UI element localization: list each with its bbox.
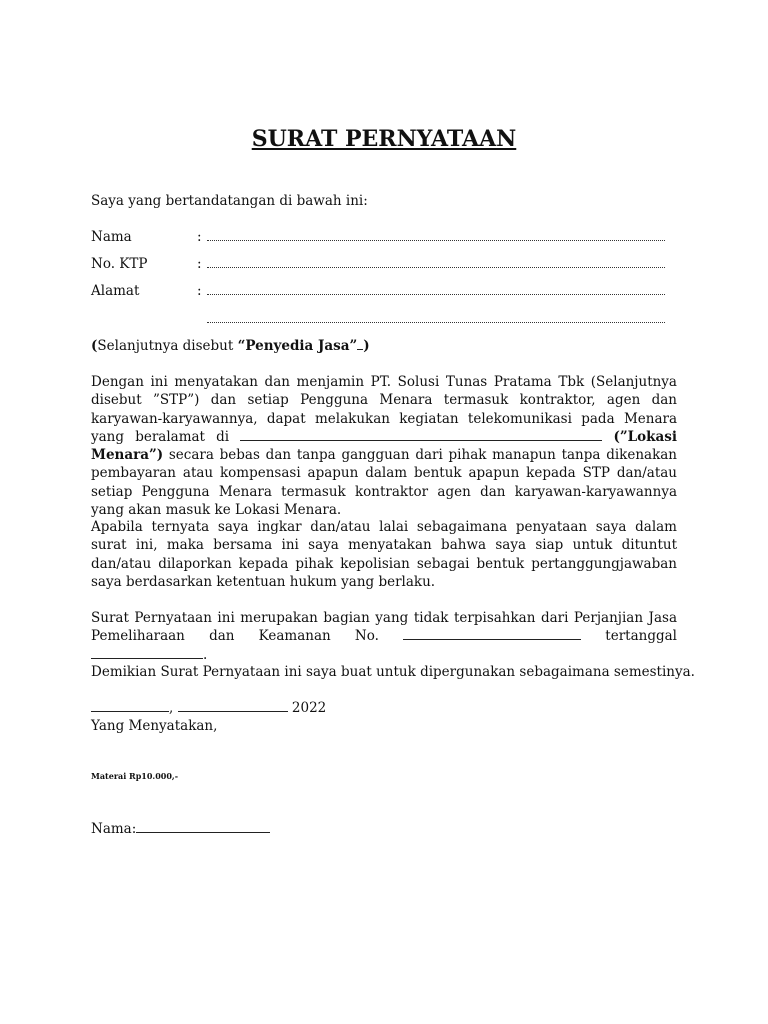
field-dots-ktp	[207, 256, 665, 268]
field-colon-ktp: :	[197, 256, 202, 272]
lokasi-menara-label: (”Lokasi Menara”)	[91, 428, 678, 464]
penyedia-open: (	[91, 338, 98, 354]
paragraph-penutup: Demikian Surat Pernyataan ini saya buat untuk dipergunakan sebagaimana semestinya.	[91, 664, 695, 680]
tanggal-blank	[178, 700, 288, 712]
nama-signature-line	[91, 821, 270, 837]
field-colon-alamat: :	[197, 283, 202, 299]
nama-label: Nama:	[91, 821, 137, 837]
field-label-nama: Nama	[91, 229, 132, 245]
penyedia-prefix: Selanjutnya disebut	[97, 338, 238, 354]
tempat-blank	[91, 700, 169, 712]
date-line	[91, 700, 326, 716]
intro-text: Saya yang bertandatangan di bawah ini:	[91, 193, 368, 209]
date-year: 2022	[291, 700, 327, 716]
para3-text-b: tertanggal	[581, 628, 677, 645]
field-dots-alamat-2	[207, 311, 665, 323]
materai-label: Materai Rp10.000,-	[91, 771, 179, 781]
penyedia-jasa-line	[91, 338, 370, 354]
field-label-alamat: Alamat	[91, 283, 140, 299]
paragraph-ingkar: Apabila ternyata saya ingkar dan/atau lalai sebagaimana penyataan saya dalam surat ini, maka bersama ini saya menyatakan bahwa saya siap untuk dituntut dan/atau dilaporkan kepada pihak kepolisian sebagai bentuk pertanggungjawaban saya berdasarkan ketentuan hukum yang berlaku.	[91, 519, 677, 590]
field-colon-nama: :	[197, 229, 202, 245]
para1-text-b: secara bebas dan tanpa gangguan dari pihak manapun tanpa dikenakan pembayaran atau kompensasi apapun dalam bentuk apapun kepada STP dan/atau setiap Pengguna Menara termasuk kontraktor agen dan karyawan-karyawannya yang akan masuk ke Lokasi Menara.	[91, 447, 677, 519]
penyedia-close: )	[363, 338, 370, 354]
tanggal-perjanjian-blank	[91, 647, 203, 659]
penyedia-bold: “Penyedia Jasa”	[237, 338, 358, 354]
field-dots-alamat-1	[207, 283, 665, 295]
nama-blank	[136, 821, 270, 833]
para3-text-a: Surat Pernyataan ini merupakan bagian yang tidak terpisahkan dari Perjanjian Jasa Pemeliharaan dan Keamanan No.	[91, 610, 677, 645]
signer-label: Yang Menyatakan,	[91, 718, 218, 734]
date-sep: ,	[169, 700, 174, 716]
lokasi-menara-blank	[240, 429, 602, 441]
field-label-ktp: No. KTP	[91, 256, 148, 272]
para1-text-a: Dengan ini menyatakan dan menjamin PT. Solusi Tunas Pratama Tbk (Selanjutnya disebut ”STP”) dan setiap Pengguna Menara termasuk kontraktor, agen dan karyawan-karyawannya, dapat melakukan kegiatan telekomunikasi pada Menara yang beralamat di	[91, 374, 677, 445]
para3-text-c: .	[203, 646, 208, 663]
field-dots-nama	[207, 229, 665, 241]
paragraph-jaminan	[91, 373, 677, 519]
page-title: SURAT PERNYATAAN	[251, 126, 517, 152]
nomor-perjanjian-blank	[403, 628, 581, 640]
paragraph-perjanjian	[91, 609, 677, 664]
